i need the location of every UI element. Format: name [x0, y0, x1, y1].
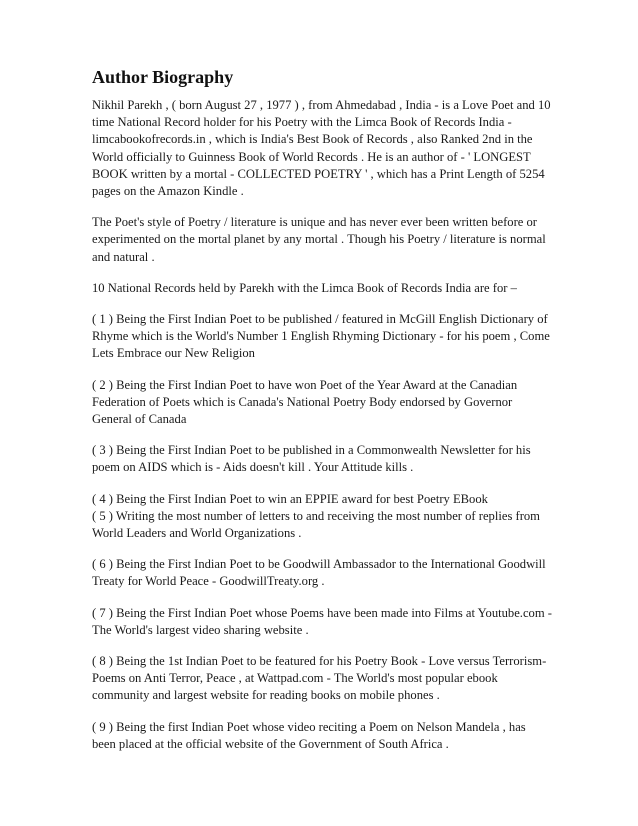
record-item-5: ( 5 ) Writing the most number of letters to and receiving the most number of replies from World Leaders and World Organizations . — [92, 508, 540, 541]
record-item-2: ( 2 ) Being the First Indian Poet to have won Poet of the Year Award at the Canadian Federation of Poets which is Canada's National Poetry Body endorsed by Governor General of Canada — [92, 377, 518, 427]
records-intro: 10 National Records held by Parekh with the Limca Book of Records India are for – — [92, 280, 517, 295]
record-item-8: ( 8 ) Being the 1st Indian Poet to be featured for his Poetry Book - Love versus Terrorism- Poems on Anti Terror, Peace , at Wattpad.com - The World's most popular ebook community and largest website for reading books on mobile phones . — [92, 654, 547, 703]
record-item-1: ( 1 ) Being the First Indian Poet to be published / featured in McGill English Dictionary of Rhyme which is the World's Number 1 English Rhyming Dictionary - for his poem , Come Lets Embrace our New Religion — [92, 312, 550, 361]
record-item-3: ( 3 ) Being the First Indian Poet to be published in a Commonwealth Newsletter for his poem on AIDS which is - Aids doesn't kill . Your Attitude kills . — [92, 443, 531, 475]
page-title: Author Biography — [92, 67, 234, 87]
record-item-4: ( 4 ) Being the First Indian Poet to win an EPPIE award for best Poetry EBook — [92, 491, 488, 506]
record-item-7: ( 7 ) Being the First Indian Poet whose Poems have been made into Films at Youtube.com - The World's largest video sharing website . — [92, 605, 552, 637]
bio-paragraph-style: The Poet's style of Poetry / literature is unique and has never ever been written before or experimented on the mortal planet by any mortal . Though his Poetry / literature is normal and natural . — [92, 215, 546, 264]
document-body — [92, 66, 552, 767]
record-item-9: ( 9 ) Being the first Indian Poet whose video reciting a Poem on Nelson Mandela , has been placed at the official website of the Government of South Africa . — [92, 719, 526, 751]
record-item-6: ( 6 ) Being the First Indian Poet to be Goodwill Ambassador to the International Goodwill Treaty for World Peace - GoodwillTreaty.org . — [92, 557, 546, 589]
bio-paragraph-intro: Nikhil Parekh , ( born August 27 , 1977 ) , from Ahmedabad , India - is a Love Poet and 10 time National Record holder for his Poetry with the Limca Book of Records India - limcabookofrecords.in , which is India's Best Book of Records , also Ranked 2nd in the World officially to Guinness Book of World Records . He is an author of - ' LONGEST BOOK written by a mortal - COLLECTED POETRY ' , which has a Print Length of 5254 pages on the Amazon Kindle . — [92, 98, 551, 199]
